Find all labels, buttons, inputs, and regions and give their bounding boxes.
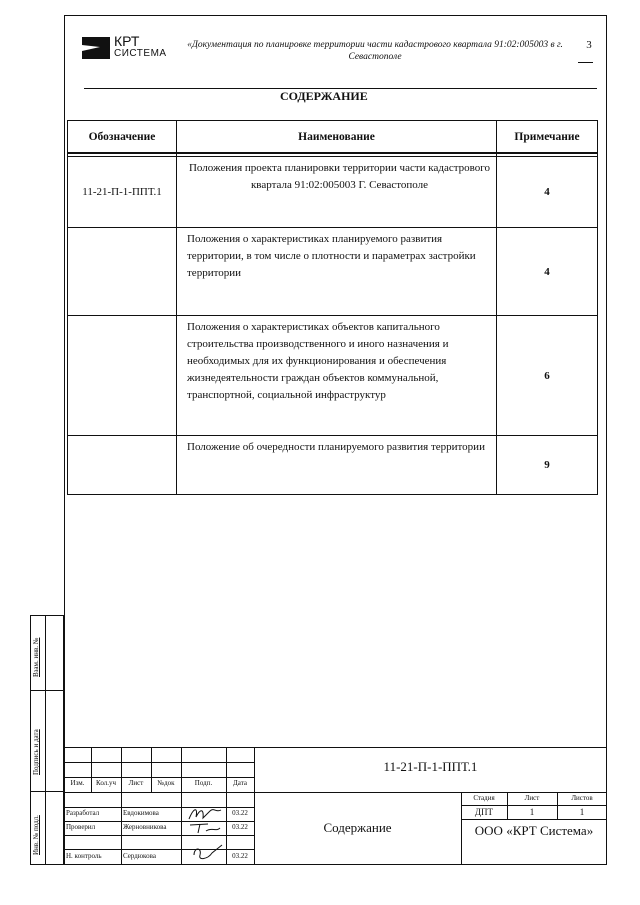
page-number-underline — [578, 62, 593, 63]
row-note: 6 — [497, 316, 598, 436]
col-header-code: Обозначение — [68, 121, 177, 154]
row-name: Положения проекта планировки территории части кадастрового квартала 91:02:005003 Г. Севастополе — [177, 157, 497, 228]
row-name: Положения о характеристиках объектов капитального строительства производственного и иного назначения и необходимых для их функционирования и обеспечения жизнедеятельности граждан объектов коммунальной, транспортной, социальной инфраструктур — [177, 316, 497, 436]
signature-norm-control — [188, 843, 226, 863]
stage-value: ДПТ — [474, 807, 494, 817]
sheets-label: Листов — [571, 794, 593, 802]
role-norm-control: Н. контроль — [66, 852, 102, 860]
sheet-value: 1 — [529, 807, 535, 817]
rev-header-kol: Кол.уч — [96, 779, 116, 787]
margin-strip-divider — [31, 690, 63, 691]
margin-strip-divider — [31, 791, 63, 792]
company-logo — [82, 33, 167, 64]
document-code: 11-21-П-1-ППТ.1 — [383, 759, 478, 774]
table-row — [68, 316, 598, 436]
row-code — [68, 436, 177, 495]
col-header-name: Наименование — [177, 121, 497, 154]
toc-table — [67, 120, 598, 495]
row-note: 4 — [497, 228, 598, 316]
toc-header-row — [68, 121, 598, 154]
col-header-note: Примечание — [497, 121, 598, 154]
toc-heading: СОДЕРЖАНИЕ — [280, 89, 368, 103]
stage-label: Стадия — [473, 794, 495, 802]
role-developer: Разработал — [66, 809, 100, 817]
name-developer: Евдокимова — [123, 809, 159, 817]
rev-header-ndok: №док — [157, 779, 175, 787]
document-title: «Документация по планировке территории части кадастрового квартала 91:02:005003 в г. Севастополе — [187, 40, 563, 62]
rev-header-izm: Изм. — [70, 779, 85, 787]
date-checker: 03.22 — [232, 823, 248, 831]
rev-header-podp: Подп. — [194, 779, 213, 787]
section-title: Содержание — [323, 820, 392, 835]
table-row — [68, 157, 598, 228]
table-row — [68, 228, 598, 316]
margin-label-podpis-data: Подпись и дата — [32, 729, 40, 775]
page-number: 3 — [586, 39, 592, 51]
row-code: 11-21-П-1-ППТ.1 — [68, 157, 177, 228]
name-norm-control: Сердюкова — [123, 852, 156, 860]
logo-text-bottom: СИСТЕМА — [114, 48, 167, 59]
rev-header-data: Дата — [233, 779, 247, 787]
logo-mark-icon — [82, 37, 110, 59]
signature-checker — [186, 821, 224, 835]
name-checker: Жерновникова — [123, 823, 167, 831]
row-name: Положения о характеристиках планируемого развития территории, в том числе о плотности и параметрах застройки территории — [177, 228, 497, 316]
row-name: Положение об очередности планируемого развития территории — [177, 436, 497, 495]
date-developer: 03.22 — [232, 809, 248, 817]
logo-text-top: КРТ — [114, 33, 140, 49]
row-note: 4 — [497, 157, 598, 228]
date-norm-control: 03.22 — [232, 852, 248, 860]
row-note: 9 — [497, 436, 598, 495]
table-row — [68, 436, 598, 495]
row-code — [68, 228, 177, 316]
margin-label-inv-podl: Инв. № подл. — [32, 815, 40, 855]
role-checker: Проверил — [66, 823, 96, 831]
sheet-label: Лист — [524, 794, 540, 802]
rev-header-list: Лист — [128, 779, 144, 787]
row-code — [68, 316, 177, 436]
organization-name: ООО «КРТ Система» — [474, 823, 594, 838]
margin-label-vzam-inv: Взам. инв. № — [32, 637, 40, 677]
title-block — [64, 747, 607, 865]
sheets-value: 1 — [579, 807, 585, 817]
